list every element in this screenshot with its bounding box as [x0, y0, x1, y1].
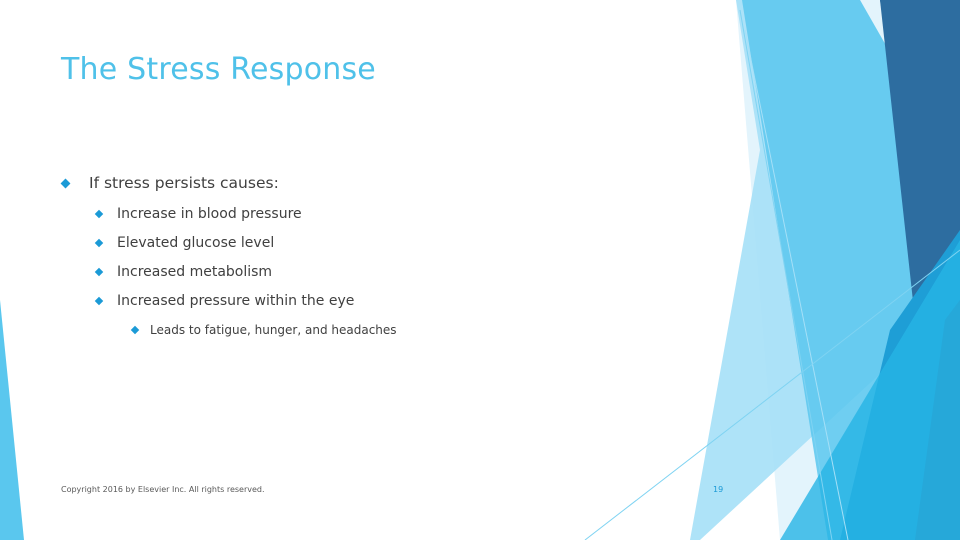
diamond-bullet-icon	[61, 178, 71, 188]
bullet-item-level2	[96, 293, 354, 309]
bullet-item-level2	[96, 206, 302, 222]
bullet-text: Elevated glucose level	[117, 235, 275, 251]
copyright-footer: Copyright 2016 by Elsevier Inc. All rights reserved.	[61, 485, 265, 494]
bullet-text: Increase in blood pressure	[117, 206, 302, 222]
bullet-item-level2	[96, 235, 274, 251]
diamond-bullet-icon	[95, 268, 103, 276]
bullet-item-level3	[132, 323, 397, 337]
slide-number: 19	[713, 485, 724, 494]
slide-title: The Stress Response	[61, 52, 376, 87]
diamond-bullet-icon	[95, 239, 103, 247]
bullet-text: Leads to fatigue, hunger, and headaches	[150, 323, 397, 337]
diamond-bullet-icon	[95, 210, 103, 218]
bullet-item-level2	[96, 264, 272, 280]
diamond-bullet-icon	[131, 326, 139, 334]
bullet-text: Increased metabolism	[117, 264, 273, 280]
left-accent-wedge	[0, 300, 24, 540]
diamond-bullet-icon	[95, 297, 103, 305]
bullet-text: Increased pressure within the eye	[117, 293, 355, 309]
bullet-item-level1	[62, 174, 279, 192]
bullet-text: If stress persists causes:	[89, 174, 279, 192]
